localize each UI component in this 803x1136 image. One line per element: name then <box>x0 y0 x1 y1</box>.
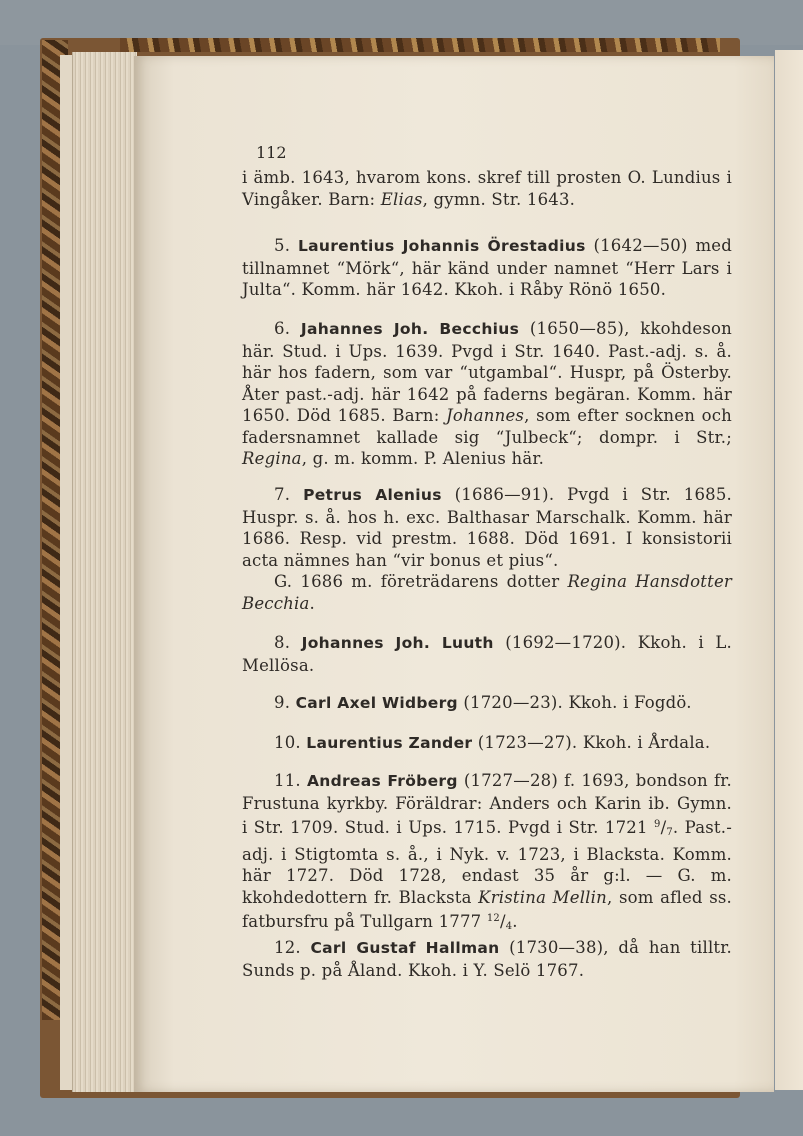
entry-6-child-2: Regina <box>242 449 302 468</box>
entry-intro <box>242 167 732 210</box>
entry-10 <box>242 732 732 755</box>
entry-7-text-2: G. 1686 m. företrädarens dotter <box>274 572 568 591</box>
entry-11-date2-numerator: 12 <box>486 913 500 924</box>
entry-12-number: 12. <box>274 938 311 957</box>
entry-11-wife: Kristina Mellin <box>478 887 607 907</box>
intro-text-1: i ämb. 1643, hvarom kons. skref till prosten O. Lundius i Vingåker. Barn: <box>242 168 732 209</box>
entry-6 <box>242 318 732 470</box>
entry-10-name: Laurentius Zander <box>306 734 473 752</box>
entry-9 <box>242 692 732 715</box>
entry-7-text-3: . <box>309 593 315 613</box>
entry-11-text-3: , som afled ss. fatbursfru på Tullgarn 1777 <box>242 887 732 931</box>
entry-6-child-1: Johannes <box>446 406 525 425</box>
entry-5 <box>242 235 732 301</box>
entry-9-name: Carl Axel Widberg <box>295 694 458 712</box>
entry-11-name: Andreas Fröberg <box>306 772 458 790</box>
entry-11-text-4: . <box>512 912 518 931</box>
entry-11-date1-denominator: 7 <box>666 827 673 838</box>
entry-9-text: (1720—23). Kkoh. i Fogdö. <box>457 693 692 712</box>
entry-6-text-1: (1650—85), kkohdeson här. Stud. i Ups. 1639. Pvgd i Str. 1640. Past.-adj. s. å. här hos fadern, som var “utgambal“. Huspr, på Österby. Åter past.-adj. här 1642 på faderns begäran. Komm. här 1650. Död 1685. Barn: <box>242 319 732 425</box>
entry-6-number: 6. <box>274 319 301 338</box>
entry-5-name: Laurentius Johannis Örestadius <box>297 237 586 255</box>
intro-child: Elias <box>380 189 423 209</box>
entry-8-text: (1692—1720). Kkoh. i L. Mellösa. <box>242 633 732 675</box>
entry-10-text: (1723—27). Kkoh. i Årdala. <box>472 733 711 752</box>
entry-6-text-3: , g. m. komm. P. Alenius här. <box>301 449 545 468</box>
entry-12 <box>242 937 732 981</box>
page-number: 112 <box>256 143 287 162</box>
entry-8 <box>242 632 732 676</box>
entry-8-number: 8. <box>274 633 302 652</box>
entry-11-text-2: . Past.-adj. i Stigtomta s. å., i Nyk. v. 1723, i Blacksta. Komm. här 1727. Död 1728, endast 35 år g:l. — G. m. kkohdedottern fr. Blacksta <box>242 818 732 907</box>
entry-6-name: Jahannes Joh. Becchius <box>300 320 520 338</box>
entry-7-wife: Regina Hansdotter Becchia <box>242 572 732 613</box>
entry-5-text: (1642—50) med tillnamnet “Mörk“, här känd under namnet “Herr Lars i Julta“. Komm. här 1642. Kkoh. i Råby Rönö 1650. <box>242 236 733 299</box>
entry-11: 11. Andreas Fröberg (1727—28) f. 1693, bondson fr. Frustuna kyrkby. Föräldrar: Anders och Karin ib. Gymn. i Str. 1709. Stud. i Ups. 1715. Pvgd i Str. 1721 $^9/_7$. Past.-adj. i Stigtomta s. å., i Nyk. v. 1723, i Blacksta. Komm. här 1727. Död 1728, endast 35 år g:l. — G. m. kkohdedottern fr. Blacksta Kristina Mellin, som afled ss. fatbursfru på Tullgarn 1777 $^{12}/_4$. <box>242 771 732 932</box>
next-page-edge <box>775 50 803 1090</box>
entry-11-date1-numerator: 9 <box>654 819 661 830</box>
entry-7-text-1: (1686—91). Pvgd i Str. 1685. Huspr. s. å. hos h. exc. Balthasar Marschalk. Komm. här 1686. Resp. vid prestm. 1688. Död 1691. I konsistorii acta nämnes han “vir bonus et pius“. <box>242 485 733 570</box>
entry-8-name: Johannes Joh. Luuth <box>301 634 494 652</box>
entry-5-number: 5. <box>274 236 298 255</box>
entry-9-number: 9. <box>274 693 296 712</box>
marbled-cover-top <box>120 38 720 52</box>
entry-10-number: 10. <box>274 733 307 752</box>
entry-11-date2-denominator: 4 <box>505 921 513 932</box>
entry-6-text-2: , som efter socknen och fadersnamnet kallade sig “Julbeck“; dompr. i Str.; <box>242 406 732 447</box>
page-stack <box>72 52 137 1092</box>
entry-11-text-1: (1727—28) f. 1693, bondson fr. Frustuna kyrkby. Föräldrar: Anders och Karin ib. Gymn. i Str. 1709. Stud. i Ups. 1715. Pvgd i Str. 1721 <box>242 771 732 837</box>
entry-7-number: 7. <box>274 485 304 504</box>
entry-7-marriage <box>242 571 732 614</box>
entry-11-number: 11. <box>274 771 307 790</box>
intro-text-2: , gymn. Str. 1643. <box>422 189 576 209</box>
entry-12-text: (1730—38), då han tilltr. Sunds p. på Åland. Kkoh. i Y. Selö 1767. <box>242 938 732 980</box>
entry-12-name: Carl Gustaf Hallman <box>310 939 500 957</box>
entry-7-name: Petrus Alenius <box>303 486 442 504</box>
entry-7 <box>242 484 732 571</box>
